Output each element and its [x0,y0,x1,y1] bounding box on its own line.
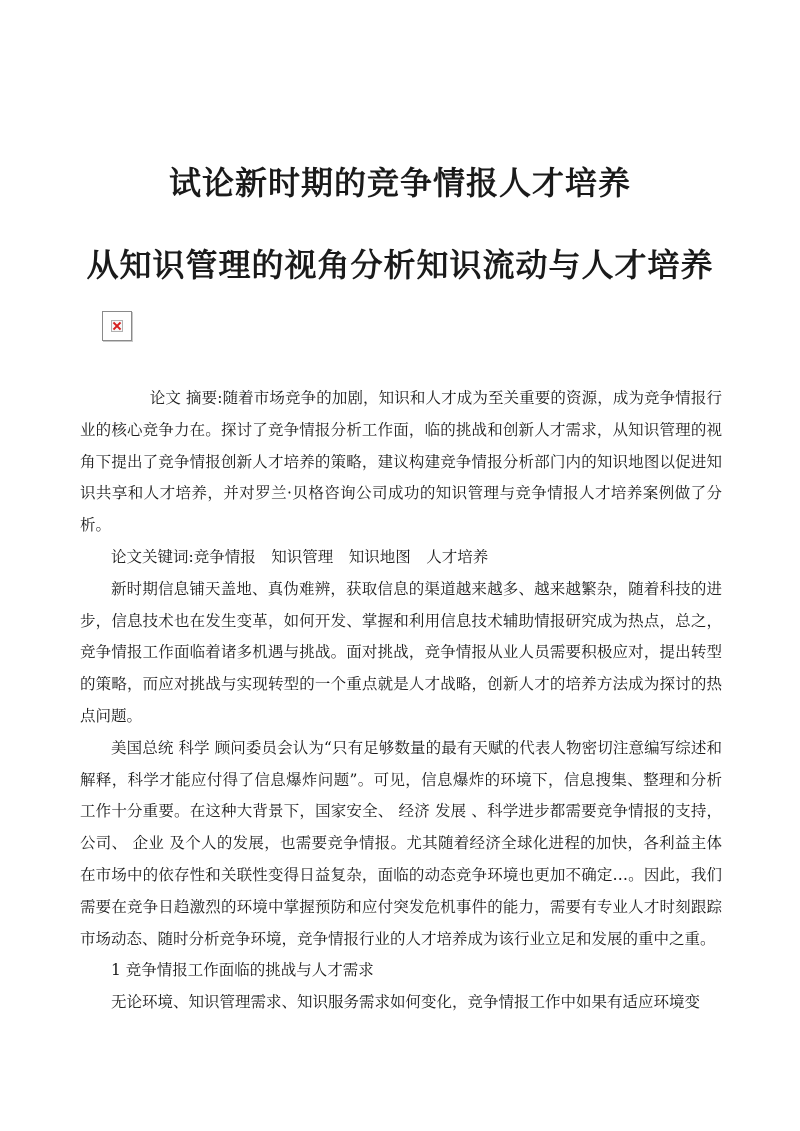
body-paragraph: 美国总统 科学 顾问委员会认为“只有足够数量的最有天赋的代表人物密切注意编写综述和解释，科学才能应付得了信息爆炸问题”。可见，信息爆炸的环境下，信息搜集、整理和分析工作十分重要。在这种大背景下，国家安全、 经济 发展 、科学进步都需要竞争情报的支持，公司、 企业 及个人的发展，也需要竞争情报。尤其随着经济全球化进程的加快，各利益主体在市场中的依存性和关联性变得日益复杂，面临的动态竞争环境也更加不确定…。因此，我们需要在竞争日趋激烈的环境中掌握预防和应付突发危机事件的能力，需要有专业人才时刻跟踪市场动态、随时分析竞争环境，竞争情报行业的人才培养成为该行业立足和发展的重中之重。 [80,738,722,948]
article-body [80,383,722,1019]
document-title: 试论新时期的竞争情报人才培养 [168,164,631,202]
broken-image-icon [102,311,132,341]
document-subtitle: 从知识管理的视角分析知识流动与人才培养 [86,246,714,284]
abstract-paragraph: 论文 摘要:随着市场竞争的加剧，知识和人才成为至关重要的资源，成为竞争情报行业的核心竞争力在。探讨了竞争情报分析工作面，临的挑战和创新人才需求，从知识管理的视角下提出了竞争情报创新人才培养的策略，建议构建竞争情报分析部门内的知识地图以促进知识共享和人才培养，并对罗兰·贝格咨询公司成功的知识管理与竞争情报人才培养案例做了分析。 [80,389,722,535]
body-paragraph: 新时期信息铺天盖地、真伪难辨，获取信息的渠道越来越多、越来越繁杂，随着科技的进步，信息技术也在发生变革，如何开发、掌握和利用信息技术辅助情报研究成为热点，总之，竞争情报工作面临着诸多机遇与挑战。面对挑战，竞争情报从业人员需要积极应对，提出转型的策略，而应对挑战与实现转型的一个重点就是人才战略，创新人才的培养方法成为探讨的热点问题。 [80,579,722,725]
section-heading: 1 竞争情报工作面临的挑战与人才需求 [111,961,374,980]
body-paragraph: 无论环境、知识管理需求、知识服务需求如何变化，竞争情报工作中如果有适应环境变 [111,993,701,1012]
keywords-paragraph: 论文关键词:竞争情报 知识管理 知识地图 人才培养 [111,547,489,566]
